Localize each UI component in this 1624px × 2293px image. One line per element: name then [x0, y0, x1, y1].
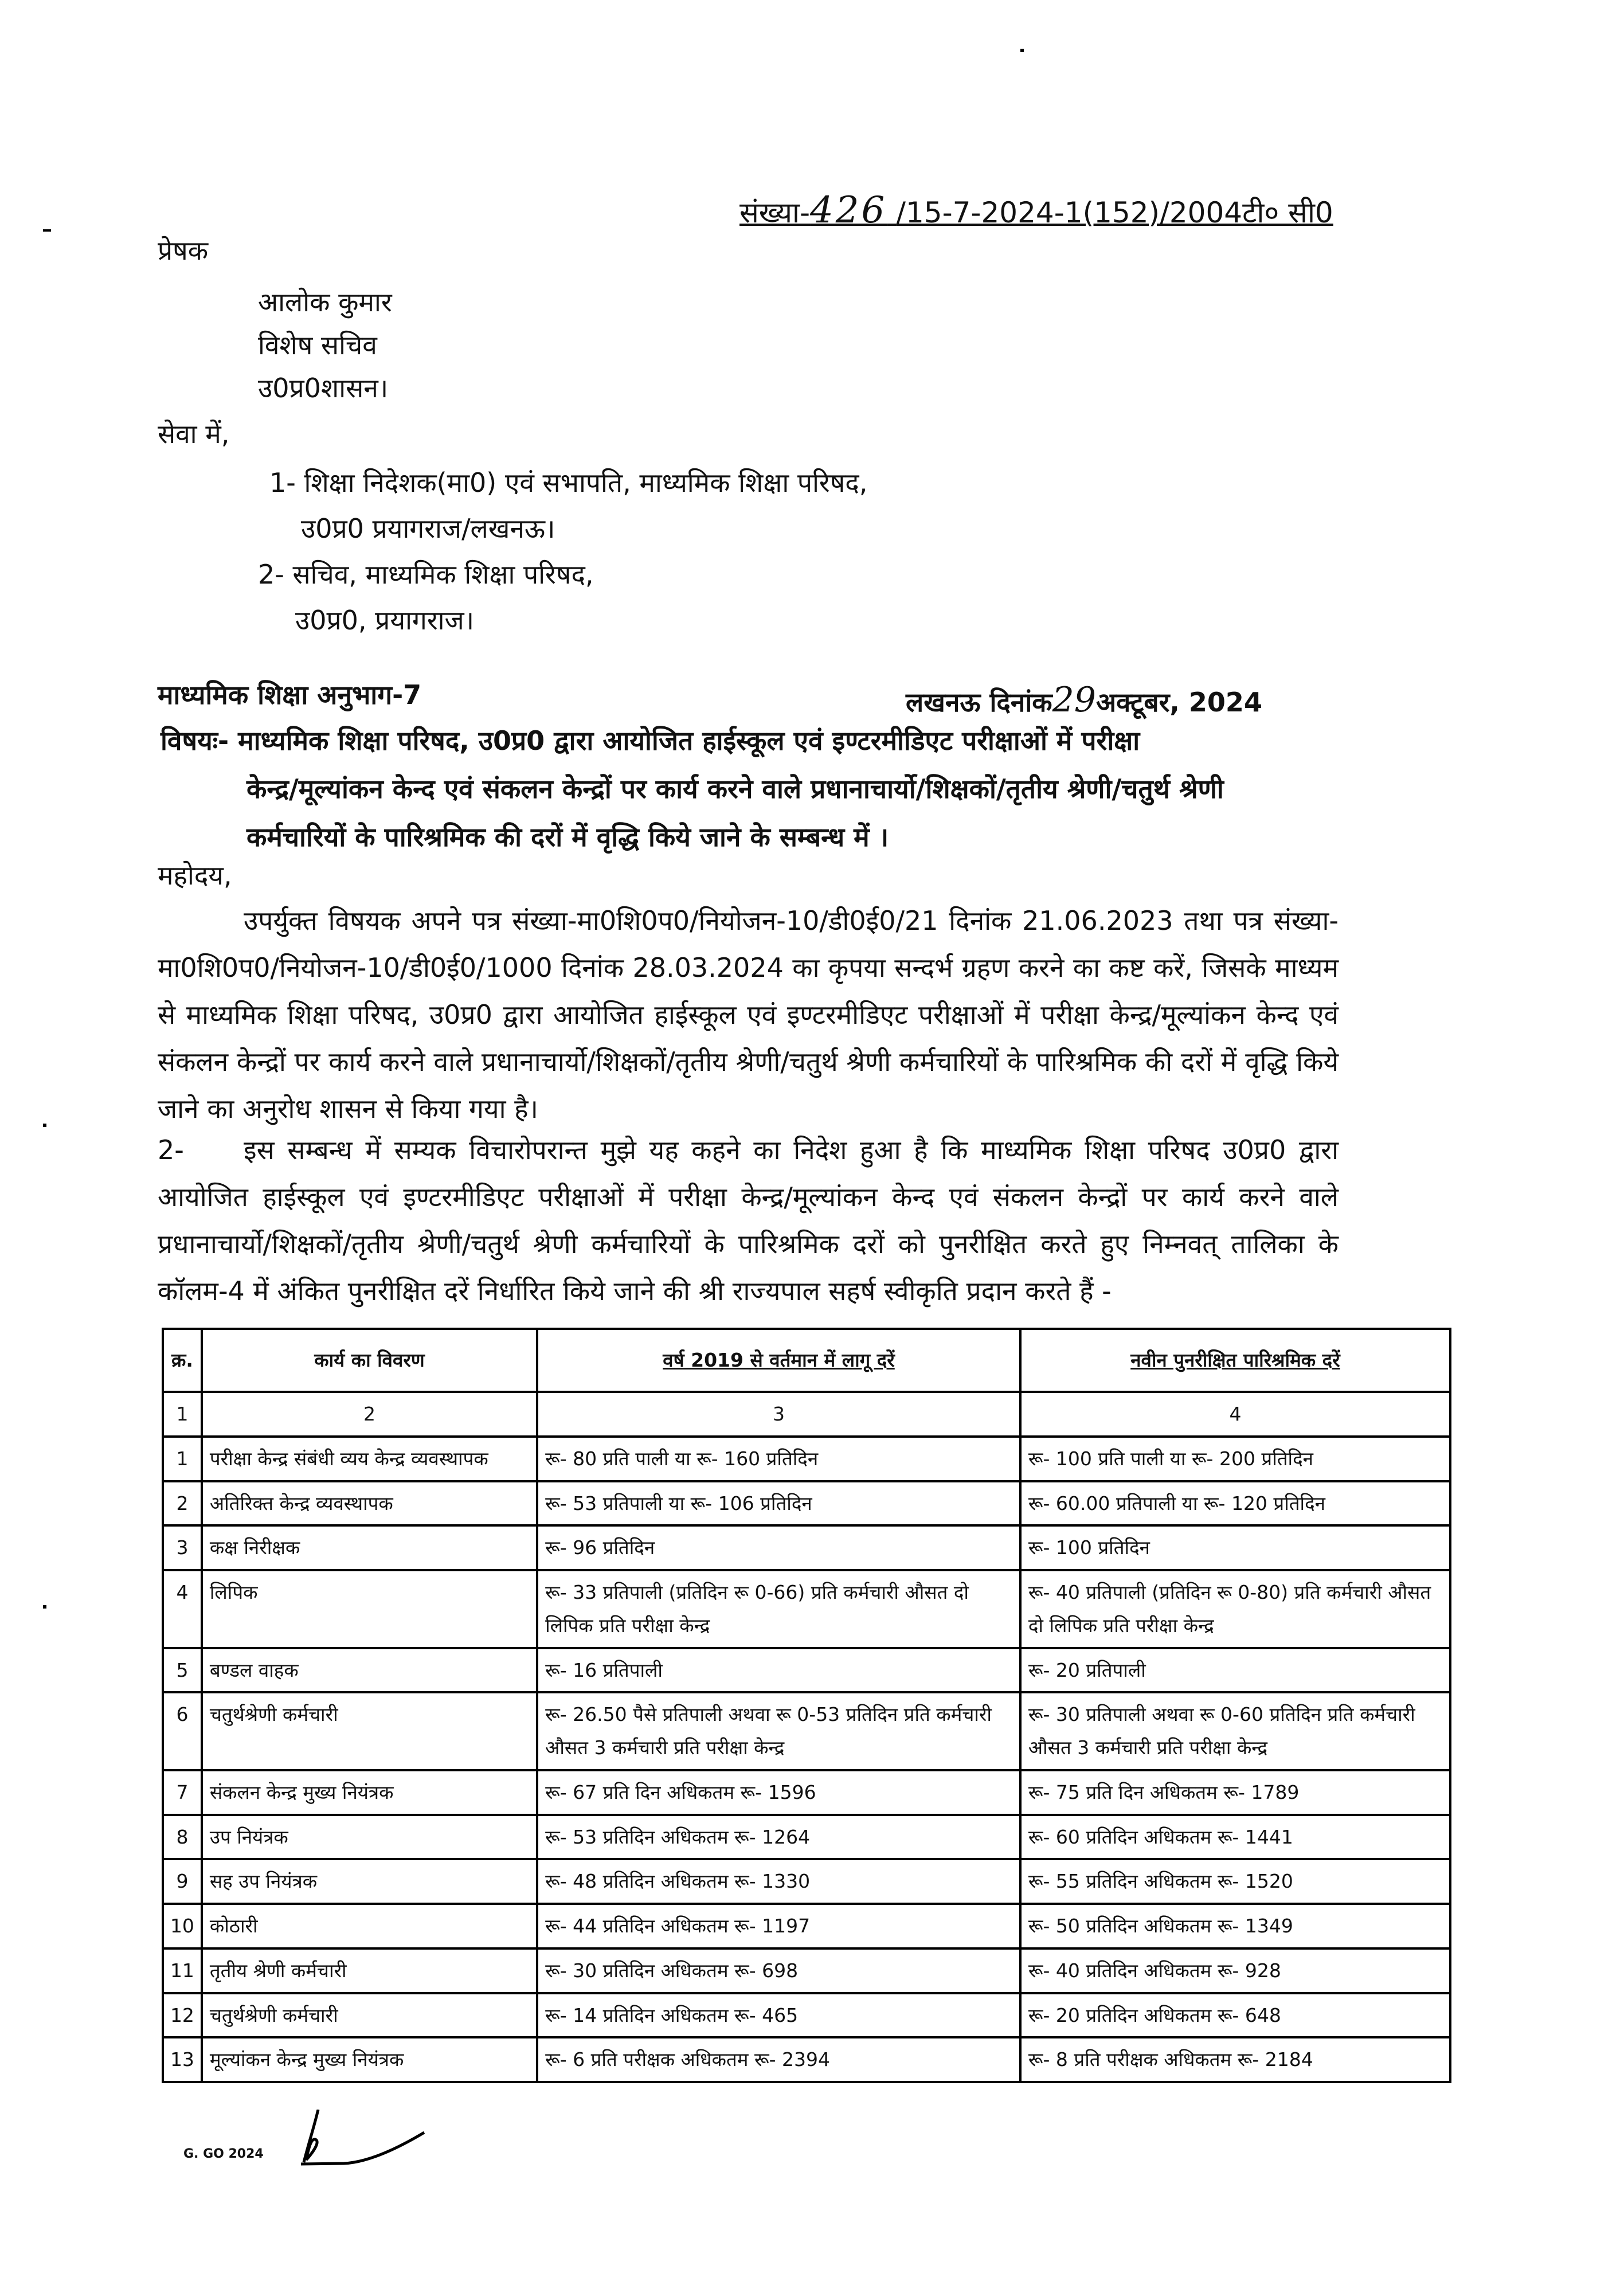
- handwritten-day: 29: [1052, 680, 1096, 720]
- recipient-1-line1: 1- शिक्षा निदेशक(मा0) एवं सभापति, माध्यमिक शिक्षा परिषद,: [269, 467, 868, 498]
- paragraph-1: उपर्युक्त विषयक अपने पत्र संख्या-मा0शि0प0/नियोजन-10/डी0ई0/21 दिनांक 21.06.2023 तथा पत्र संख्या- मा0शि0प0/नियोजन-10/डी0ई0/1000 दिनांक 28.03.2024 का कृपया सन्दर्भ ग्रहण करने का कष्ट करें, जिसके माध्यम से माध्यमिक शिक्षा परिषद, उ0प्र0 द्वारा आयोजित हाईस्कूल एवं इण्टरमीडिएट परीक्षाओं में परीक्षा केन्द्र/मूल्यांकन केन्द एवं संकलन केन्द्रों पर कार्य करने वाले प्रधानाचार्यो/शिक्षकों/तृतीय श्रेणी/चतुर्थ श्रेणी कर्मचारियों के पारिश्रमिक की दरों में वृद्धि किये जाने का अनुरोध शासन से किया गया है।: [158, 905, 1339, 1124]
- column-number-1: 1: [163, 1392, 202, 1437]
- row-revised-rate: रू- 20 प्रतिपाली: [1020, 1648, 1450, 1693]
- row-revised-rate: रू- 40 प्रतिदिन अधिकतम रू- 928: [1020, 1948, 1450, 1993]
- row-current-rate: रू- 53 प्रतिदिन अधिकतम रू- 1264: [537, 1815, 1020, 1860]
- row-revised-rate: रू- 50 प्रतिदिन अधिकतम रू- 1349: [1020, 1904, 1450, 1948]
- scan-speck: [43, 229, 51, 232]
- row-revised-rate: रू- 40 प्रतिपाली (प्रतिदिन रू 0-80) प्रति कर्मचारी औसत दो लिपिक प्रति परीक्षा केन्द्र: [1020, 1570, 1450, 1648]
- sender-name: आलोक कुमार: [258, 287, 392, 318]
- header-revised-rates: [1020, 1329, 1450, 1392]
- table-row: [163, 1770, 1450, 1815]
- row-revised-rate: रू- 75 प्रति दिन अधिकतम रू- 1789: [1020, 1770, 1450, 1815]
- column-number-4: 4: [1020, 1392, 1450, 1437]
- row-serial: 6: [163, 1692, 202, 1770]
- row-current-rate: रू- 96 प्रतिदिन: [537, 1525, 1020, 1570]
- subject-line3: कर्मचारियों के पारिश्रमिक की दरों में वृद्धि किये जाने के सम्बन्ध में ।: [246, 821, 889, 852]
- row-work-description: मूल्यांकन केन्द्र मुख्य नियंत्रक: [202, 2037, 537, 2082]
- reference-prefix: संख्या-: [739, 196, 811, 229]
- table-row: [163, 1948, 1450, 1993]
- scan-speck: [1020, 49, 1024, 52]
- table-row: [163, 1525, 1450, 1570]
- recipient-2-line2: उ0प्र0, प्रयागराज।: [295, 605, 475, 636]
- row-current-rate: रू- 14 प्रतिदिन अधिकतम रू- 465: [537, 1993, 1020, 2038]
- column-number-2: 2: [202, 1392, 537, 1437]
- recipient-2-line1: 2- सचिव, माध्यमिक शिक्षा परिषद,: [258, 559, 594, 590]
- row-work-description: सह उप नियंत्रक: [202, 1859, 537, 1904]
- paragraph-2-text: इस सम्बन्ध में सम्यक विचारोपरान्त मुझे यह कहने का निदेश हुआ है कि माध्यमिक शिक्षा परिषद उ0प्र0 द्वारा आयोजित हाईस्कूल एवं इण्टरमीडिएट परीक्षाओं में परीक्षा केन्द्र/मूल्यांकन केन्द एवं संकलन केन्द्रों पर कार्य करने वाले प्रधानाचार्यो/शिक्षकों/तृतीय श्रेणी/चतुर्थ श्रेणी कर्मचारियों के पारिश्रमिक दरों को पुनरीक्षित करते हुए निम्नवत् तालिका के कॉलम-4 में अंकित पुनरीक्षित दरें निर्धारित किये जाने की श्री राज्यपाल सहर्ष स्वीकृति प्रदान करते हैं -: [158, 1134, 1339, 1306]
- row-work-description: चतुर्थश्रेणी कर्मचारी: [202, 1993, 537, 2038]
- row-current-rate: रू- 26.50 पैसे प्रतिपाली अथवा रू 0-53 प्रतिदिन प्रति कर्मचारी औसत 3 कर्मचारी प्रति परीक्षा केन्द्र: [537, 1692, 1020, 1770]
- scan-speck: [43, 1605, 46, 1609]
- row-current-rate: रू- 30 प्रतिदिन अधिकतम रू- 698: [537, 1948, 1020, 1993]
- row-serial: 2: [163, 1481, 202, 1526]
- header-current-rates-text: वर्ष 2019 से वर्तमान में लागू दरें: [663, 1349, 895, 1372]
- row-current-rate: रू- 67 प्रति दिन अधिकतम रू- 1596: [537, 1770, 1020, 1815]
- reference-suffix: /15-7-2024-1(152)/2004टी० सी0: [896, 196, 1333, 229]
- scan-speck: [43, 1124, 46, 1127]
- recipient-1-line2: उ0प्र0 प्रयागराज/लखनऊ।: [301, 513, 555, 544]
- row-revised-rate: रू- 20 प्रतिदिन अधिकतम रू- 648: [1020, 1993, 1450, 2038]
- sender-designation: विशेष सचिव: [258, 330, 377, 361]
- signature: [298, 2110, 447, 2178]
- row-revised-rate: रू- 60 प्रतिदिन अधिकतम रू- 1441: [1020, 1815, 1450, 1860]
- date-prefix: लखनऊ दिनांक: [906, 687, 1052, 718]
- table-row: [163, 2037, 1450, 2082]
- table-row: [163, 1648, 1450, 1693]
- row-current-rate: रू- 6 प्रति परीक्षक अधिकतम रू- 2394: [537, 2037, 1020, 2082]
- row-current-rate: रू- 44 प्रतिदिन अधिकतम रू- 1197: [537, 1904, 1020, 1948]
- row-revised-rate: रू- 60.00 प्रतिपाली या रू- 120 प्रतिदिन: [1020, 1481, 1450, 1526]
- row-work-description: परीक्षा केन्द्र संबंधी व्यय केन्द्र व्यवस्थापक: [202, 1437, 537, 1481]
- row-current-rate: रू- 53 प्रतिपाली या रू- 106 प्रतिदिन: [537, 1481, 1020, 1526]
- row-serial: 13: [163, 2037, 202, 2082]
- row-current-rate: रू- 16 प्रतिपाली: [537, 1648, 1020, 1693]
- footer-code: G. GO 2024: [183, 2147, 264, 2161]
- row-serial: 5: [163, 1648, 202, 1693]
- row-serial: 7: [163, 1770, 202, 1815]
- salutation: महोदय,: [158, 860, 232, 891]
- row-work-description: तृतीय श्रेणी कर्मचारी: [202, 1948, 537, 1993]
- table-row: [163, 1570, 1450, 1648]
- table-row: [163, 1692, 1450, 1770]
- rates-table: [162, 1328, 1451, 2083]
- column-number-3: 3: [537, 1392, 1020, 1437]
- row-work-description: लिपिक: [202, 1570, 537, 1648]
- table-row: [163, 1437, 1450, 1481]
- row-revised-rate: रू- 55 प्रतिदिन अधिकतम रू- 1520: [1020, 1859, 1450, 1904]
- row-work-description: संकलन केन्द्र मुख्य नियंत्रक: [202, 1770, 537, 1815]
- row-current-rate: रू- 33 प्रतिपाली (प्रतिदिन रू 0-66) प्रति कर्मचारी औसत दो लिपिक प्रति परीक्षा केन्द्र: [537, 1570, 1020, 1648]
- table-row: [163, 1815, 1450, 1860]
- handwritten-letter-number: 426: [810, 189, 887, 232]
- row-current-rate: रू- 80 प्रति पाली या रू- 160 प्रतिदिन: [537, 1437, 1020, 1481]
- sender-label: प्रेषक: [158, 235, 209, 266]
- row-serial: 9: [163, 1859, 202, 1904]
- table-row: [163, 1481, 1450, 1526]
- subject: [161, 717, 1341, 861]
- row-work-description: उप नियंत्रक: [202, 1815, 537, 1860]
- subject-line1: माध्यमिक शिक्षा परिषद, उ0प्र0 द्वारा आयोजित हाईस्कूल एवं इण्टरमीडिएट परीक्षाओं में परीक्षा: [238, 725, 1140, 756]
- table-row: [163, 1904, 1450, 1948]
- row-work-description: अतिरिक्त केन्द्र व्यवस्थापक: [202, 1481, 537, 1526]
- row-work-description: चतुर्थश्रेणी कर्मचारी: [202, 1692, 537, 1770]
- row-revised-rate: रू- 8 प्रति परीक्षक अधिकतम रू- 2184: [1020, 2037, 1450, 2082]
- paragraph-2: [158, 1126, 1339, 1314]
- table-row: [163, 1993, 1450, 2038]
- subject-line2: केन्द्र/मूल्यांकन केन्द एवं संकलन केन्द्रों पर कार्य करने वाले प्रधानाचार्यो/शिक्षकों/तृतीय श्रेणी/चतुर्थ श्रेणी: [246, 773, 1224, 804]
- paragraph-2-number: 2-: [158, 1134, 184, 1165]
- row-work-description: बण्डल वाहक: [202, 1648, 537, 1693]
- sender-office: उ0प्र0शासन।: [258, 373, 389, 404]
- table-header-row: [163, 1329, 1450, 1392]
- section-name: माध्यमिक शिक्षा अनुभाग-7: [158, 679, 422, 710]
- row-serial: 11: [163, 1948, 202, 1993]
- table-row: [163, 1859, 1450, 1904]
- date-suffix: अक्टूबर, 2024: [1095, 687, 1262, 718]
- header-work-description: कार्य का विवरण: [202, 1329, 537, 1392]
- table-column-number-row: [163, 1392, 1450, 1437]
- row-serial: 3: [163, 1525, 202, 1570]
- reference-number: [739, 189, 1333, 232]
- signature-stroke: [301, 2110, 424, 2164]
- row-work-description: कक्ष निरीक्षक: [202, 1525, 537, 1570]
- recipients-label: सेवा में,: [158, 418, 230, 449]
- row-serial: 4: [163, 1570, 202, 1648]
- row-revised-rate: रू- 100 प्रतिदिन: [1020, 1525, 1450, 1570]
- row-serial: 10: [163, 1904, 202, 1948]
- row-revised-rate: रू- 30 प्रतिपाली अथवा रू 0-60 प्रतिदिन प्रति कर्मचारी औसत 3 कर्मचारी प्रति परीक्षा केन्द्र: [1020, 1692, 1450, 1770]
- rates-table-body: [163, 1437, 1450, 2082]
- row-serial: 1: [163, 1437, 202, 1481]
- row-current-rate: रू- 48 प्रतिदिन अधिकतम रू- 1330: [537, 1859, 1020, 1904]
- row-revised-rate: रू- 100 प्रति पाली या रू- 200 प्रतिदिन: [1020, 1437, 1450, 1481]
- place-date: [906, 679, 1262, 721]
- subject-label: विषयः-: [161, 725, 229, 756]
- row-work-description: कोठारी: [202, 1904, 537, 1948]
- header-serial: क्र.: [163, 1329, 202, 1392]
- header-revised-rates-text: नवीन पुनरीक्षित पारिश्रमिक दरें: [1130, 1349, 1340, 1372]
- row-serial: 12: [163, 1993, 202, 2038]
- header-current-rates: [537, 1329, 1020, 1392]
- row-serial: 8: [163, 1815, 202, 1860]
